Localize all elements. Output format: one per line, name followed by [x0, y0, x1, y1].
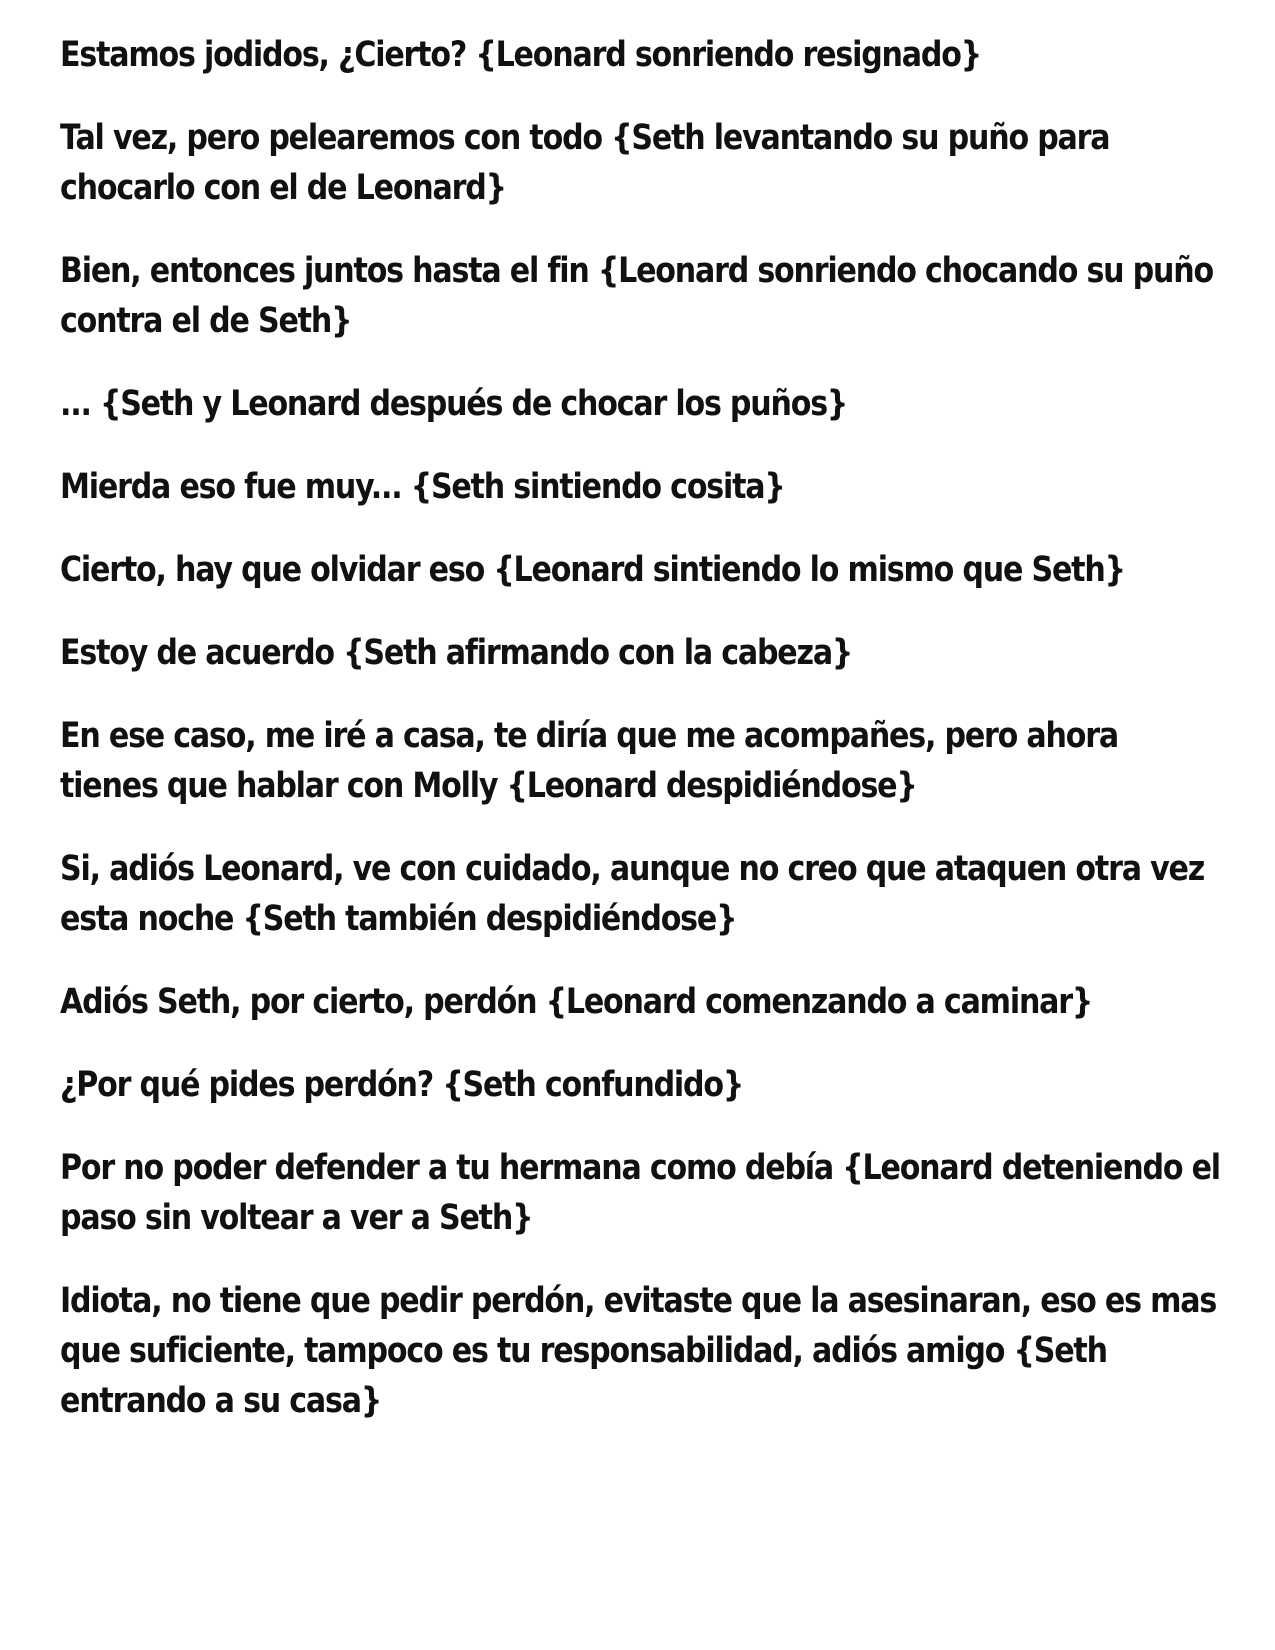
paragraph: ¿Por qué pides perdón? {Seth confundido}	[60, 1065, 744, 1105]
paragraph: Tal vez, pero pelearemos con todo {Seth levantando su puño para chocarlo con el de Leonard}	[60, 118, 1110, 208]
paragraph: En ese caso, me iré a casa, te diría que me acompañes, pero ahora tienes que hablar con Molly {Leonard despidiéndose}	[60, 716, 1118, 806]
paragraph: Estamos jodidos, ¿Cierto? {Leonard sonriendo resignado}	[60, 35, 981, 75]
paragraph: ... {Seth y Leonard después de chocar los puños}	[60, 384, 848, 424]
paragraph: Adiós Seth, por cierto, perdón {Leonard comenzando a caminar}	[60, 982, 1093, 1022]
paragraph: Cierto, hay que olvidar eso {Leonard sintiendo lo mismo que Seth}	[60, 550, 1125, 590]
paragraph: Bien, entonces juntos hasta el fin {Leonard sonriendo chocando su puño contra el de Seth}	[60, 251, 1213, 341]
dialogue-text	[60, 30, 1220, 1459]
paragraph: Si, adiós Leonard, ve con cuidado, aunque no creo que ataquen otra vez esta noche {Seth también despidiéndose}	[60, 849, 1205, 939]
paragraph: Estoy de acuerdo {Seth afirmando con la cabeza}	[60, 633, 853, 673]
paragraph: Por no poder defender a tu hermana como debía {Leonard deteniendo el paso sin voltear a ver a Seth}	[60, 1148, 1220, 1238]
paragraph: Idiota, no tiene que pedir perdón, evitaste que la asesinaran, eso es mas que suficiente, tampoco es tu responsabilidad, adiós amigo {Seth entrando a su casa}	[60, 1281, 1217, 1421]
paragraph: Mierda eso fue muy... {Seth sintiendo cosita}	[60, 467, 785, 507]
